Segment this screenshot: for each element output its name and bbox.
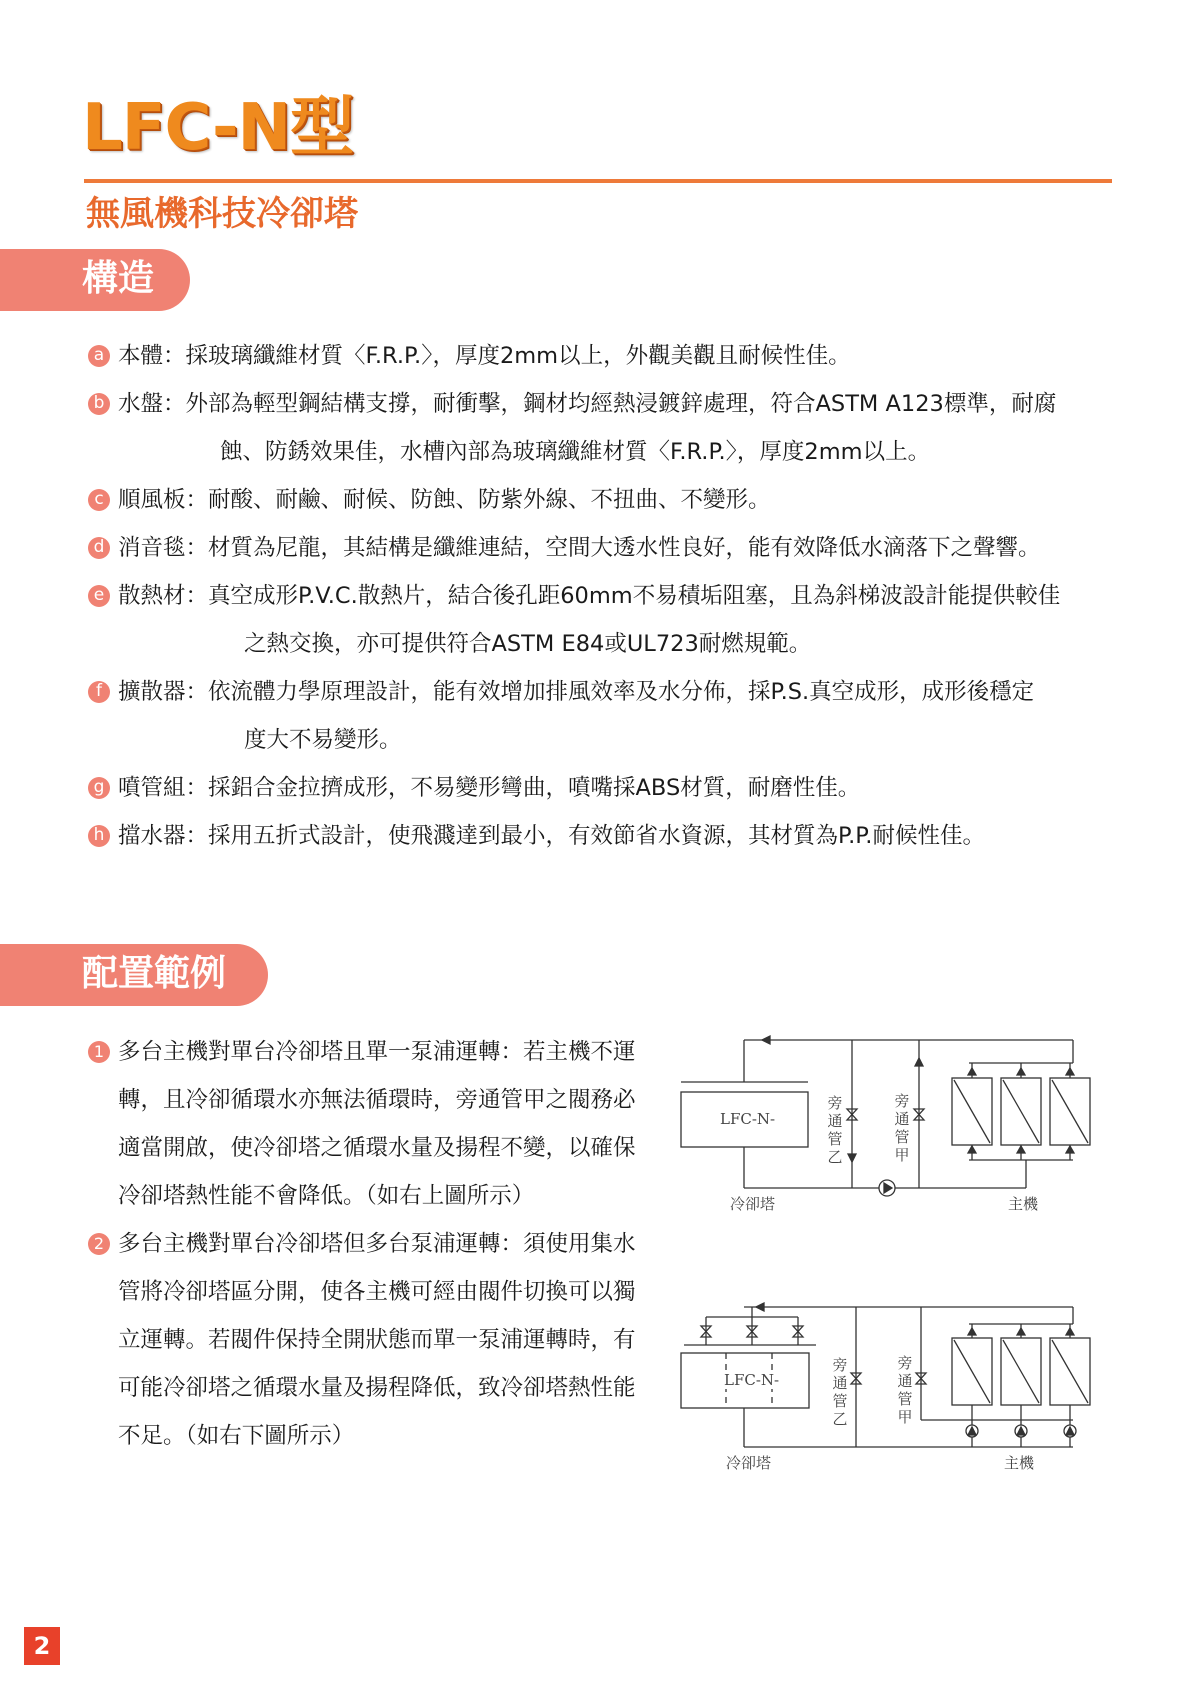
structure-text: 外部為輕型鋼結構支撐，耐衝擊，鋼材均經熱浸鍍鋅處理，符合ASTM A123標準，耐腐 <box>185 391 1057 417</box>
structure-text: 材質為尼龍，其結構是纖維連結，空間大透水性良好，能有效降低水滴落下之聲響。 <box>208 535 1041 561</box>
marker-b-badge: b <box>88 393 110 415</box>
section-heading-configuration: 配置範例 <box>82 953 227 994</box>
marker-e-badge: e <box>88 585 110 607</box>
config-item-2 <box>88 1220 648 1460</box>
piping-diagram-multi-pump <box>676 1290 1106 1480</box>
structure-term: 噴管組： <box>118 775 209 801</box>
tower-label: LFC-N- <box>720 1110 776 1128</box>
tower-caption: 冷卻塔 <box>730 1195 776 1213</box>
structure-item-c <box>88 476 1118 524</box>
title-divider <box>84 179 1112 183</box>
section-tab-configuration <box>0 944 268 1006</box>
marker-2-badge: 2 <box>88 1233 110 1255</box>
structure-term: 水盤： <box>118 391 186 417</box>
structure-text: 採玻璃纖維材質〈F.R.P.〉，厚度2mm以上，外觀美觀且耐候性佳。 <box>185 343 851 369</box>
structure-item-f <box>88 668 1118 764</box>
config-text: 多台主機對單台冷卻塔且單一泵浦運轉：若主機不運轉，且冷卻循環水亦無法循環時，旁通管甲之閥務必適當開啟，使冷卻塔之循環水量及揚程不變，以確保冷卻塔熱性能不會降低。（如右上圖所示） <box>118 1039 636 1209</box>
structure-text: 採鋁合金拉擠成形，不易變形彎曲，噴嘴採ABS材質，耐磨性佳。 <box>208 775 861 801</box>
marker-d-badge: d <box>88 537 110 559</box>
structure-text-continued: 之熱交換，亦可提供符合ASTM E84或UL723耐燃規範。 <box>244 631 812 657</box>
marker-g-badge: g <box>88 777 110 799</box>
structure-text-continued: 度大不易變形。 <box>244 727 402 753</box>
config-text: 多台主機對單台冷卻塔但多台泵浦運轉：須使用集水管將冷卻塔區分開，使各主機可經由閥件切換可以獨立運轉。若閥件保持全開狀態而單一泵浦運轉時，有可能冷卻塔之循環水量及揚程降低，致冷卻塔熱性能不足。（如右下圖所示） <box>118 1231 636 1449</box>
configuration-list <box>88 1028 648 1460</box>
marker-h-badge: h <box>88 825 110 847</box>
chiller-caption: 主機 <box>1008 1195 1039 1213</box>
structure-text-continued: 蝕、防銹效果佳，水槽內部為玻璃纖維材質〈F.R.P.〉，厚度2mm以上。 <box>220 439 931 465</box>
page-title: LFC-N型 <box>82 91 354 165</box>
marker-c-badge: c <box>88 489 110 511</box>
bypass-a-label: 旁通管甲 <box>897 1354 913 1426</box>
structure-text: 依流體力學原理設計，能有效增加排風效率及水分佈，採P.S.真空成形，成形後穩定 <box>208 679 1035 705</box>
structure-text: 耐酸、耐鹼、耐候、防蝕、防紫外線、不扭曲、不變形。 <box>208 487 771 513</box>
page-number: 2 <box>24 1627 60 1665</box>
structure-item-d <box>88 524 1118 572</box>
structure-term: 順風板： <box>118 487 209 513</box>
structure-list <box>88 332 1118 860</box>
structure-item-e <box>88 572 1118 668</box>
marker-1-badge: 1 <box>88 1041 110 1063</box>
structure-item-a <box>88 332 1118 380</box>
config-item-1 <box>88 1028 648 1220</box>
structure-item-g <box>88 764 1118 812</box>
page-subtitle: 無風機科技冷卻塔 <box>86 194 358 234</box>
marker-f-badge: f <box>88 681 110 703</box>
tower-label: LFC-N- <box>724 1371 780 1389</box>
structure-text: 採用五折式設計，使飛濺達到最小，有效節省水資源，其材質為P.P.耐候性佳。 <box>208 823 985 849</box>
structure-item-b <box>88 380 1118 476</box>
tower-caption: 冷卻塔 <box>726 1454 772 1472</box>
bypass-b-label: 旁通管乙 <box>832 1356 848 1428</box>
structure-term: 本體： <box>118 343 186 369</box>
structure-item-h <box>88 812 1118 860</box>
bypass-a-label: 旁通管甲 <box>894 1092 910 1164</box>
structure-term: 擴散器： <box>118 679 209 705</box>
structure-text: 真空成形P.V.C.散熱片，結合後孔距60mm不易積垢阻塞，且為斜梯波設計能提供較佳 <box>208 583 1061 609</box>
section-tab-structure <box>0 249 190 311</box>
marker-a-badge: a <box>88 345 110 367</box>
structure-term: 消音毯： <box>118 535 209 561</box>
chiller-caption: 主機 <box>1004 1454 1035 1472</box>
piping-diagram-single-pump <box>676 1030 1106 1220</box>
bypass-b-label: 旁通管乙 <box>827 1094 843 1166</box>
structure-term: 擋水器： <box>118 823 209 849</box>
section-heading-structure: 構造 <box>82 258 155 299</box>
structure-term: 散熱材： <box>118 583 209 609</box>
